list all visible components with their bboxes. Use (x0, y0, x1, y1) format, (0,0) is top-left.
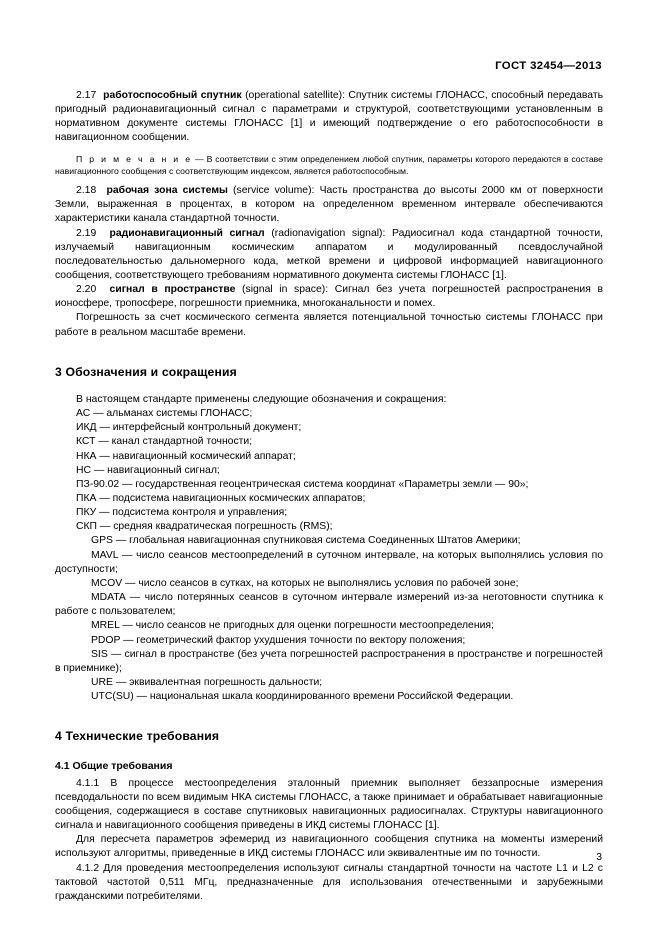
clause-4-1-1-continued: Для пересчета параметров эфемерид из навигационного сообщения спутника на моменты измерений используют алгоритмы, приведенные в ИКД системы ГЛОНАСС или эквивалентные им по точности. (55, 834, 603, 860)
paragraph-after-2-20: Погрешность за счет космического сегмента является потенциальной точностью системы ГЛОНАСС при работе в реальном масштабе времени. (55, 312, 603, 338)
clause-4-1-1: 4.1.1 В процессе местоопределения эталонный приемник выполняет беззапросные измерения псевдодальности по всем видимым НКА системы ГЛОНАСС, а также принимает и обрабатывает навигационные сообщения, содержащиеся в составе спутниковых навигационных радиосигналах. Структуры навигационного сигнала и навигационного сообщения приведены в ИКД системы ГЛОНАСС [1]. (55, 777, 603, 832)
term-definition: : Радиосигнал кода стандартной точности, излучаемый навигационным космическим аппаратом и модулированный псевдослучайной последовательностью дальномерного кода, меткой времени и цифровой информацией навигационного сообщения, соответствующего требованиям нормативного документа системы ГЛОНАСС [1]. (55, 227, 604, 281)
abbreviation-item: КСТ — канал стандартной точности; (76, 436, 253, 448)
abbreviation-item: MREL — число сеансов не пригодных для оценки погрешности местоопределения; (91, 620, 494, 632)
abbreviation-item: ПКА — подсистема навигационных космических аппаратов; (76, 493, 366, 504)
term-definition: : Спутник системы ГЛОНАСС, способный передавать пригодный радионавигационный сигнал с параметрами и структурой, соответствующими установленным в нормативном документе системы ГЛОНАСС [1] и имеющий подтверждение о его работоспособности в навигационном сообщении. (55, 90, 603, 144)
term-number: 2.19 (76, 227, 97, 239)
term-definition: : Сигнал без учета погрешностей распространения в ионосфере, тропосфере, погрешности приемника, многоканальности и помех. (55, 284, 603, 310)
abbreviation-item: АС — альманах системы ГЛОНАСС; (76, 408, 253, 420)
abbreviation-item: SIS — сигнал в пространстве (без учета погрешностей распространения в пространстве и погрешностей в приемнике); (55, 648, 603, 674)
abbreviation-item: СКП — средняя квадратическая погрешность (RMS); (76, 521, 333, 533)
abbreviation-item: URE — эквивалентная погрешность дальности; (91, 677, 323, 689)
note-2-17 (55, 153, 603, 177)
abbreviation-item: НКА — навигационный космический аппарат; (76, 450, 296, 462)
term-english: (service volume) (233, 185, 312, 197)
abbreviation-item: MCOV — число сеансов в сутках, на которых не выполнялись условия по рабочей зоне; (91, 577, 519, 589)
abbreviation-item: MAVL — число сеансов местоопределений в суточном интервале, на которых выполнялись условия по доступности; (55, 549, 603, 575)
abbreviation-item: GPS — глобальная навигационная спутниковая система Соединенных Штатов Америки; (91, 535, 521, 547)
note-text: В соответствии с этим определением любой спутник, параметры которого передаются в составе навигационного сообщения с соответствующим индексом, является работоспособным. (55, 153, 604, 176)
abbreviation-item: ПЗ-90.02 — государственная геоцентрическая система координат «Параметры земли — 90»; (76, 478, 529, 490)
abbreviation-item: PDOP — геометрический фактор ухудшения точности по вектору положения; (91, 634, 466, 646)
term-definition: : Часть пространства до высоты 2000 км от поверхности Земли, выраженная в процентах, в котором на определенном временном интервале обеспечиваются характеристики канала стандартной точности. (55, 185, 603, 225)
section-4-heading: 4 Технические требования (55, 729, 220, 744)
clause-4-1-2: 4.1.2 Для проведения местоопределения используют сигналы стандартной точности на частоте L1 и L2 с тактовой частотой 0,511 МГц, предназначенные для использования отечественными и зарубежными гражданскими потребителями. (55, 862, 603, 902)
term-name: рабочая зона системы (106, 185, 228, 197)
abbreviation-list (55, 407, 603, 704)
term-english: (radionavigation signal) (271, 227, 383, 239)
abbreviation-item: НС — навигационный сигнал; (76, 464, 220, 476)
document-body (55, 89, 603, 904)
abbreviation-item: ИКД — интерфейсный контрольный документ; (76, 422, 302, 434)
term-number: 2.20 (76, 284, 97, 296)
term-number: 2.18 (76, 185, 97, 197)
term-english: (operational satellite) (245, 90, 343, 101)
term-entry-2-17 (55, 89, 603, 146)
term-number: 2.17 (76, 90, 97, 101)
abbreviation-item: ПКУ — подсистема контроля и управления; (76, 507, 288, 519)
term-name: сигнал в пространстве (109, 284, 236, 296)
section-3-intro: В настоящем стандарте применены следующие обозначения и сокращения: (76, 393, 447, 405)
abbreviation-item: UTC(SU) — национальная шкала координированного времени Российской Федерации. (91, 691, 514, 703)
term-entry-2-20 (55, 283, 603, 311)
page-header: ГОСТ 32454—2013 (495, 60, 602, 72)
note-label: П р и м е ч а н и е (76, 153, 193, 164)
term-name: работоспособный спутник (103, 90, 242, 101)
term-name: радионавигационный сигнал (109, 227, 265, 239)
note-dash: — (192, 153, 207, 164)
term-english: (signal in space) (242, 284, 326, 296)
page-number: 3 (596, 852, 602, 863)
section-4-1-heading: 4.1 Общие требования (55, 759, 173, 772)
term-entry-2-18 (55, 184, 603, 226)
section-3-heading: 3 Обозначения и сокращения (55, 364, 237, 379)
term-entry-2-19 (55, 227, 603, 284)
abbreviation-item: MDATA — число потерянных сеансов в суточном интервале измерений из-за неготовности спутника к работе с пользователем; (55, 592, 603, 618)
